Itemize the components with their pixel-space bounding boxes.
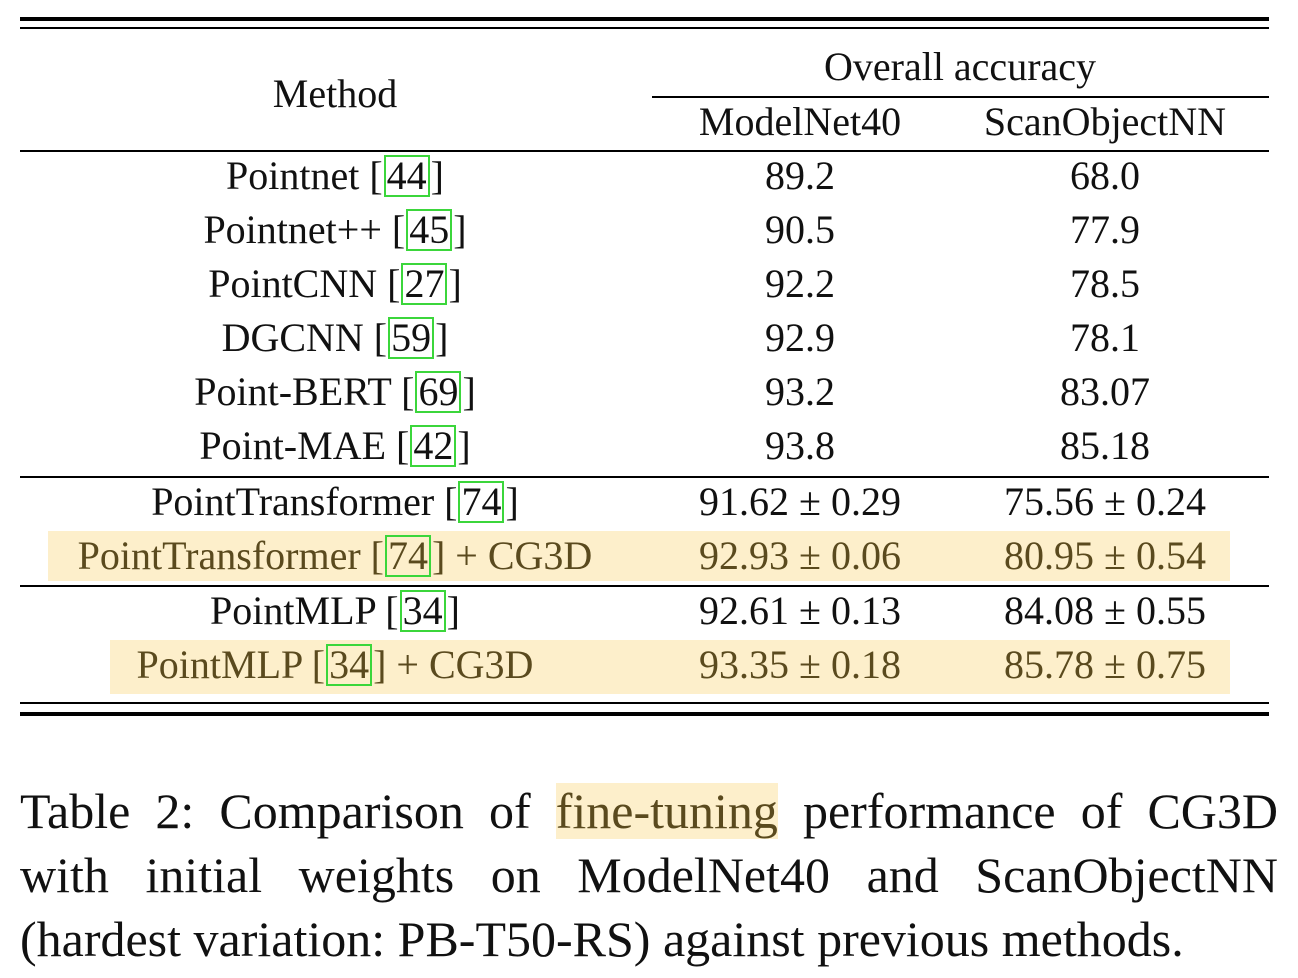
scanobjectnn-value: 85.78 ± 0.75	[1004, 642, 1206, 687]
method-cell	[20, 532, 650, 580]
scanobjectnn-value: 77.9	[1070, 207, 1140, 252]
method-name: PointTransformer [	[151, 479, 458, 524]
scanobjectnn-value: 80.95 ± 0.54	[1004, 533, 1206, 578]
caption-highlight-fine-tuning: fine-tuning	[555, 783, 778, 839]
caption-line-2: with initial weights on ModelNet40 and ScanObjectNN	[20, 847, 1278, 903]
modelnet40-value: 92.9	[765, 315, 835, 360]
method-cell	[20, 260, 650, 308]
citation-link[interactable]: 34	[326, 644, 372, 686]
citation-link[interactable]: 59	[388, 317, 434, 359]
citation-link[interactable]: 74	[385, 535, 431, 577]
header-modelnet40: ModelNet40	[698, 99, 902, 144]
method-cell	[20, 422, 650, 470]
citation-link[interactable]: 42	[410, 425, 456, 467]
method-suffix: ]	[457, 423, 471, 468]
citation-link[interactable]: 74	[458, 481, 504, 523]
method-cell	[20, 641, 650, 689]
method-name: PointTransformer [	[77, 533, 384, 578]
method-suffix: ]	[505, 479, 519, 524]
scanobjectnn-value: 68.0	[1070, 153, 1140, 198]
caption-line1-suffix: performance of CG3D	[802, 783, 1279, 839]
header-scanobjectnn: ScanObjectNN	[983, 99, 1227, 144]
citation-link[interactable]: 45	[406, 209, 452, 251]
method-suffix: ] + CG3D	[431, 533, 593, 578]
modelnet40-value: 91.62 ± 0.29	[699, 479, 901, 524]
method-cell	[20, 206, 650, 254]
method-suffix: ]	[430, 153, 444, 198]
table-top-rule-thin	[20, 27, 1269, 29]
method-suffix: ]	[462, 369, 476, 414]
method-suffix: ]	[453, 207, 467, 252]
caption-line-1	[20, 779, 1278, 843]
method-name: PointMLP [	[210, 588, 399, 633]
scanobjectnn-value: 84.08 ± 0.55	[1004, 588, 1206, 633]
method-name: Point-MAE [	[199, 423, 410, 468]
method-name: DGCNN [	[221, 315, 388, 360]
modelnet40-value: 89.2	[765, 153, 835, 198]
method-suffix: ]	[435, 315, 449, 360]
citation-link[interactable]: 44	[384, 155, 430, 197]
method-cell	[20, 152, 650, 200]
citation-link[interactable]: 69	[415, 371, 461, 413]
scanobjectnn-value: 78.1	[1070, 315, 1140, 360]
method-name: Pointnet++ [	[203, 207, 406, 252]
caption-line-3: (hardest variation: PB-T50-RS) against previous methods.	[20, 911, 1184, 967]
scanobjectnn-value: 85.18	[1060, 423, 1150, 468]
method-suffix: ]	[448, 261, 462, 306]
method-name: Point-BERT [	[194, 369, 415, 414]
modelnet40-value: 93.35 ± 0.18	[699, 642, 901, 687]
method-cell	[20, 587, 650, 635]
method-suffix: ]	[446, 588, 460, 633]
citation-link[interactable]: 27	[401, 263, 447, 305]
citation-link[interactable]: 34	[400, 590, 446, 632]
modelnet40-value: 90.5	[765, 207, 835, 252]
table-bottom-rule-thin	[20, 702, 1269, 704]
method-suffix: ] + CG3D	[373, 642, 534, 687]
scanobjectnn-value: 78.5	[1070, 261, 1140, 306]
method-name: PointCNN [	[208, 261, 401, 306]
caption-line1-prefix: Table 2: Comparison of	[20, 783, 531, 839]
method-cell	[20, 314, 650, 362]
modelnet40-value: 92.61 ± 0.13	[699, 588, 901, 633]
header-overall-accuracy: Overall accuracy	[823, 44, 1097, 89]
header-method: Method	[272, 71, 398, 116]
table-caption	[20, 779, 1278, 971]
scanobjectnn-value: 75.56 ± 0.24	[1004, 479, 1206, 524]
table-top-rule-thick	[20, 17, 1269, 21]
modelnet40-value: 93.2	[765, 369, 835, 414]
table-bottom-rule-thick	[20, 712, 1269, 716]
modelnet40-value: 92.93 ± 0.06	[699, 533, 901, 578]
method-name: Pointnet [	[226, 153, 383, 198]
modelnet40-value: 93.8	[765, 423, 835, 468]
method-cell	[20, 478, 650, 526]
method-cell	[20, 368, 650, 416]
modelnet40-value: 92.2	[765, 261, 835, 306]
scanobjectnn-value: 83.07	[1060, 369, 1150, 414]
method-name: PointMLP [	[136, 642, 326, 687]
